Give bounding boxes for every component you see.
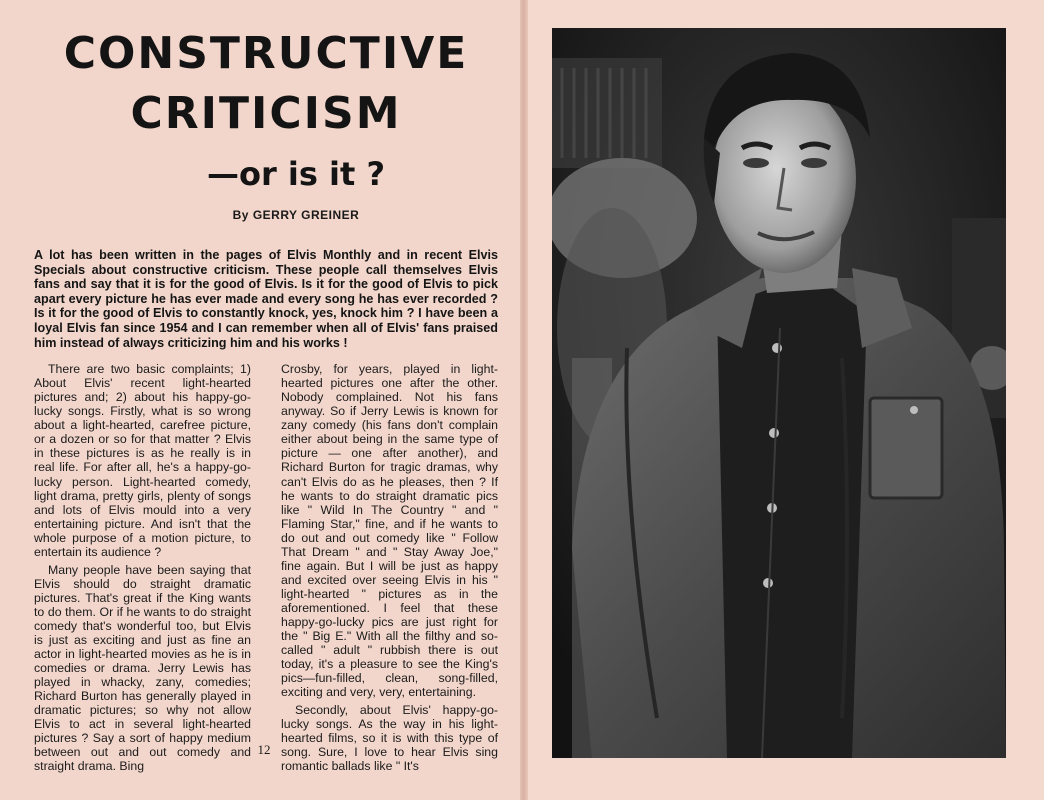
body-columns	[34, 362, 498, 773]
portrait-photo	[552, 28, 1006, 758]
column-1-paragraph-1: There are two basic complaints; 1) About Elvis' recent light-hearted pictures and; 2) about his happy-go-lucky songs. Firstly, what is so wrong about a light-hearted, carefree picture, or a dozen or so for that matter ? Elvis in these pictures is as he really is in real life. For after all, he's a happy-go-lucky person. Light-hearted comedy, light drama, pretty girls, plenty of songs and lots of Elvis mould into a very entertaining picture. And isn't that the whole purpose of a motion picture, to entertain its audience ?	[34, 362, 251, 559]
column-2-paragraph-1: Crosby, for years, played in light-hearted pictures one after the other. Nobody complained. Not his fans anyway. So if Jerry Lewis is known for zany comedy (his fans don't complain either about being in the same type of picture — one after another), and Richard Burton for tragic dramas, why can't Elvis do as he pleases, then ? If he wants to do straight dramatic pics like " Wild In The Country " and " Flaming Star," fine, and if he wants to do out and out comedy like " Follow That Dream " and " Stay Away Joe," fine again. But I will be just as happy and excited over seeing Elvis in his " light-hearted " pictures as in the aforementioned. I feel that these happy-go-lucky pics are just right for the " Big E." With all the filthy and so-called " adult " rubbish there is out today, it's a pleasure to see the King's pics—fun-filled, clean, song-filled, exciting and very, very, entertaining.	[281, 362, 498, 700]
title-line-2: CRITICISM	[130, 88, 402, 139]
page-gutter	[520, 0, 528, 800]
column-1-paragraph-2: Many people have been saying that Elvis should do straight dramatic pictures. That's great if the King wants to do them. Or if he wants to do straight comedy that's wonderful too, but Elvis is just as exciting and just as fine an actor in light-hearted movies as he is in comedies or drama. Jerry Lewis has played in whacky, zany, comedies; Richard Burton has generally played in dramatic pictures; so why not allow Elvis to act in several light-hearted pictures ? Say a sort of happy medium between out and out comedy and straight drama. Bing	[34, 562, 251, 774]
title-line-1: CONSTRUCTIVE	[63, 28, 469, 79]
column-2-paragraph-2: Secondly, about Elvis' happy-go-lucky songs. As the way in his light-hearted films, so it is with this type of song. Sure, I love to hear Elvis sing romantic ballads like " It's	[281, 703, 498, 774]
article-title	[34, 24, 498, 144]
column-1	[34, 362, 251, 773]
article-subtitle: —or is it ?	[206, 155, 386, 193]
byline: By GERRY GREINER	[232, 208, 360, 222]
column-2	[281, 362, 498, 773]
article	[34, 24, 498, 774]
portrait-illustration	[552, 28, 1006, 758]
lead-paragraph: A lot has been written in the pages of Elvis Monthly and in recent Elvis Specials about constructive criticism. These people call themselves Elvis fans and say that it is for the good of Elvis. Is it for the good of Elvis to pick apart every picture he has ever made and every song he has ever recorded ? Is it for the good of Elvis to constantly knock, yes, knock him ? I have been a loyal Elvis fan since 1954 and I can remember when all of Elvis' fans praised him instead of always criticizing him and his works !	[34, 248, 498, 350]
page-number: 12	[257, 742, 271, 757]
right-page	[528, 0, 1044, 800]
